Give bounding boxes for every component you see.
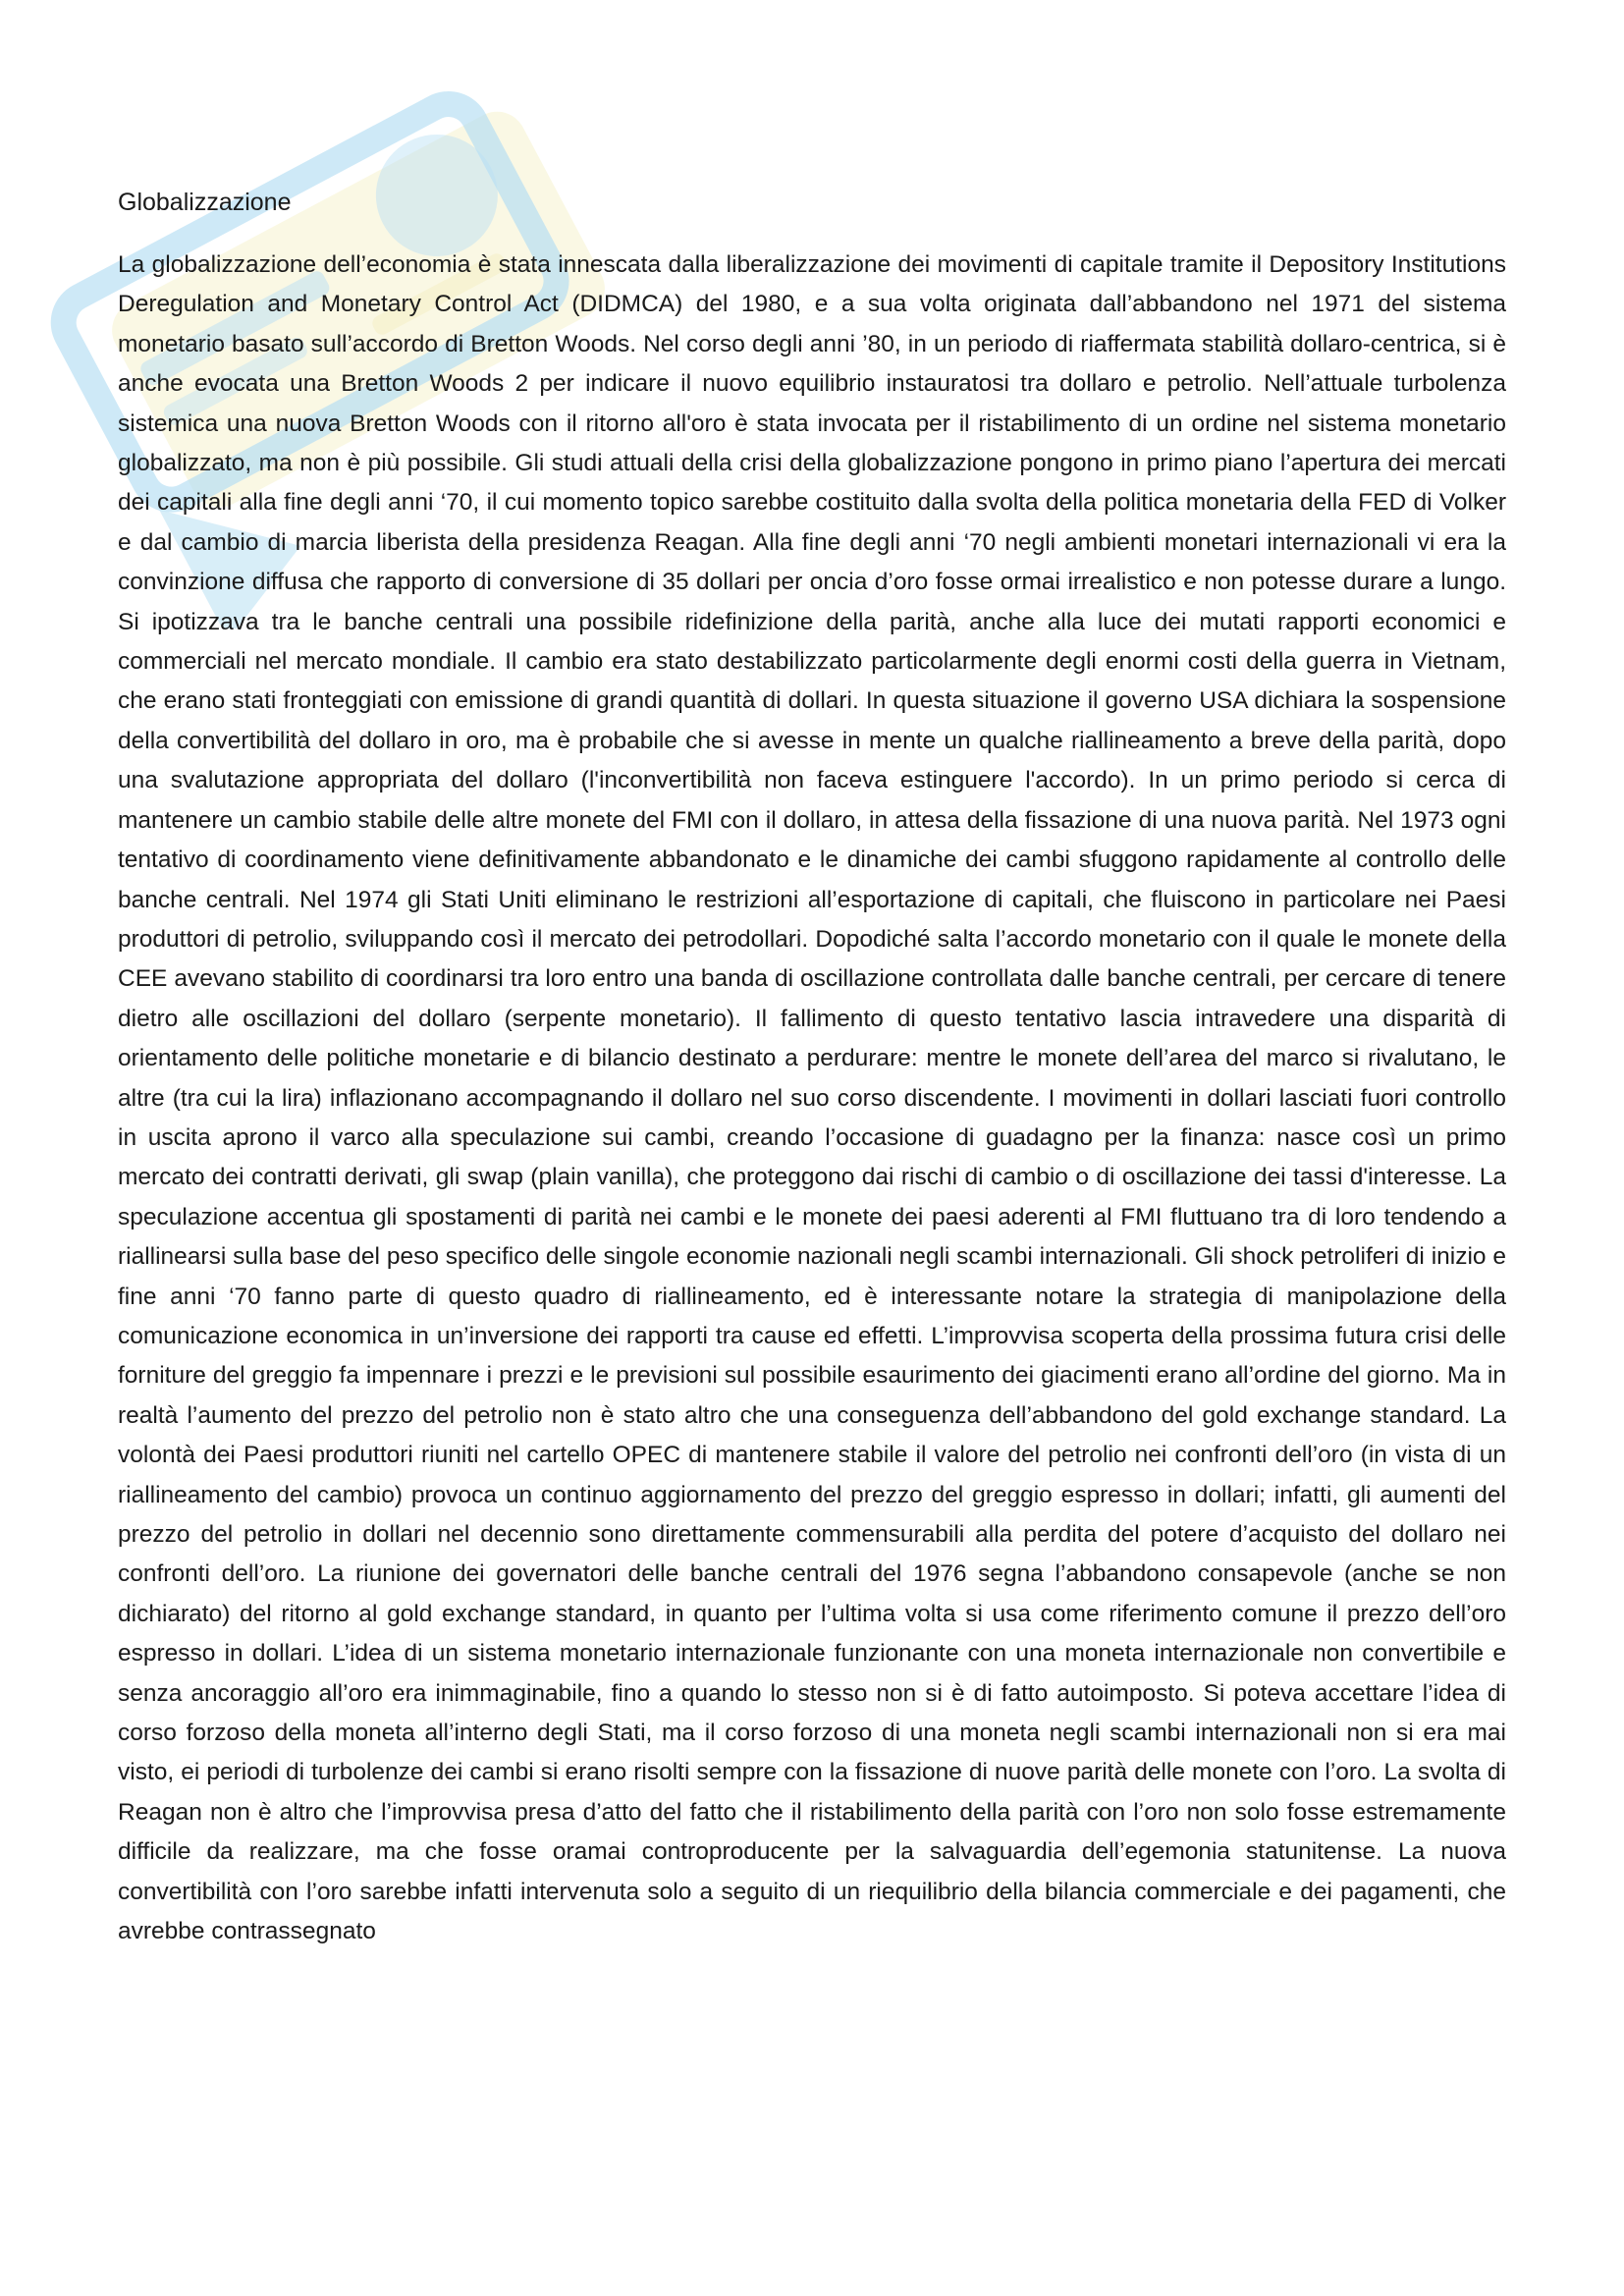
body-paragraph: La globalizzazione dell’economia è stata innescata dalla liberalizzazione dei movimenti di capitale tramite il Depository Institutions Deregulation and Monetary Control Act (DIDMCA) del 1980, e a sua volta originata dall’abbandono nel 1971 del sistema monetario basato sull’accordo di Bretton Woods. Nel corso degli anni ’80, in un periodo di riaffermata stabilità dollaro-centrica, si è anche evocata una Bretton Woods 2 per indicare il nuovo equilibrio instauratosi tra dollaro e petrolio. Nell’attuale turbolenza sistemica una nuova Bretton Woods con il ritorno all'oro è stata invocata per il ristabilimento di un ordine nel sistema monetario globalizzato, ma non è più possibile. Gli studi attuali della crisi della globalizzazione pongono in primo piano l’apertura dei mercati dei capitali alla fine degli anni ‘70, il cui momento topico sarebbe costituito dalla svolta della politica monetaria della FED di Volker e dal cambio di marcia liberista della presidenza Reagan. Alla fine degli anni ‘70 negli ambienti monetari internazionali vi era la convinzione diffusa che rapporto di conversione di 35 dollari per oncia d’oro fosse ormai irrealistico e non potesse durare a lungo. Si ipotizzava tra le banche centrali una possibile ridefinizione della parità, anche alla luce dei mutati rapporti economici e commerciali nel mercato mondiale. Il cambio era stato destabilizzato particolarmente degli enormi costi della guerra in Vietnam, che erano stati fronteggiati con emissione di grandi quantità di dollari. In questa situazione il governo USA dichiara la sospensione della convertibilità del dollaro in oro, ma è probabile che si avesse in mente un qualche riallineamento a breve della parità, dopo una svalutazione appropriata del dollaro (l'inconvertibilità non faceva estinguere l'accordo). In un primo periodo si cerca di mantenere un cambio stabile delle altre monete del FMI con il dollaro, in attesa della fissazione di una nuova parità. Nel 1973 ogni tentativo di coordinamento viene definitivamente abbandonato e le dinamiche dei cambi sfuggono rapidamente al controllo delle banche centrali. Nel 1974 gli Stati Uniti eliminano le restrizioni all’esportazione di capitali, che fluiscono in particolare nei Paesi produttori di petrolio, sviluppando così il mercato dei petrodollari. Dopodiché salta l’accordo monetario con il quale le monete della CEE avevano stabilito di coordinarsi tra loro entro una banda di oscillazione controllata dalle banche centrali, per cercare di tenere dietro alle oscillazioni del dollaro (serpente monetario). Il fallimento di questo tentativo lascia intravedere una disparità di orientamento delle politiche monetarie e di bilancio destinato a perdurare: mentre le monete dell’area del marco si rivalutano, le altre (tra cui la lira) inflazionano accompagnando il dollaro nel suo corso discendente. I movimenti in dollari lasciati fuori controllo in uscita aprono il varco alla speculazione sui cambi, creando l’occasione di guadagno per la finanza: nasce così un primo mercato dei contratti derivati, gli swap (plain vanilla), che proteggono dai rischi di cambio o di oscillazione dei tassi d'interesse. La speculazione accentua gli spostamenti di parità nei cambi e le monete dei paesi aderenti al FMI fluttuano tra di loro tendendo a riallinearsi sulla base del peso specifico delle singole economie nazionali negli scambi internazionali. Gli shock petroliferi di inizio e fine anni ‘70 fanno parte di questo quadro di riallineamento, ed è interessante notare la strategia di manipolazione della comunicazione economica in un’inversione dei rapporti tra cause ed effetti. L’improvvisa scoperta della prossima futura crisi delle forniture del greggio fa impennare i prezzi e le previsioni sul possibile esaurimento dei giacimenti erano all’ordine del giorno. Ma in realtà l’aumento del prezzo del petrolio non è stato altro che una conseguenza dell’abbandono del gold exchange standard. La volontà dei Paesi produttori riuniti nel cartello OPEC di mantenere stabile il valore del petrolio nei confronti dell’oro (in vista di un riallineamento del cambio) provoca un continuo aggiornamento del prezzo del greggio espresso in dollari; infatti, gli aumenti del prezzo del petrolio in dollari nel decennio sono direttamente commensurabili alla perdita del potere d’acquisto del dollaro nei confronti dell’oro. La riunione dei governatori delle banche centrali del 1976 segna l’abbandono consapevole (anche se non dichiarato) del ritorno al gold exchange standard, in quanto per l’ultima volta si usa come riferimento comune il prezzo dell’oro espresso in dollari. L’idea di un sistema monetario internazionale funzionante con una moneta internazionale non convertibile e senza ancoraggio all’oro era inimmaginabile, fino a quando lo stesso non si è di fatto autoimposto. Si poteva accettare l’idea di corso forzoso della moneta all’interno degli Stati, ma il corso forzoso di una moneta negli scambi internazionali non si era mai visto, ei periodi di turbolenze dei cambi si erano risolti sempre con la fissazione di nuove parità delle monete con l’oro. La svolta di Reagan non è altro che l’improvvisa presa d’atto del fatto che il ristabilimento della parità con l’oro non solo fosse estremamente difficile da realizzare, ma che fosse oramai controproducente per la salvaguardia dell’egemonia statunitense. La nuova convertibilità con l’oro sarebbe infatti intervenuta solo a seguito di un riequilibrio della bilancia commerciale e dei pagamenti, che avrebbe contrassegnato [118, 251, 1506, 1945]
document-page [118, 187, 1506, 1951]
document-title: Globalizzazione [118, 189, 292, 216]
